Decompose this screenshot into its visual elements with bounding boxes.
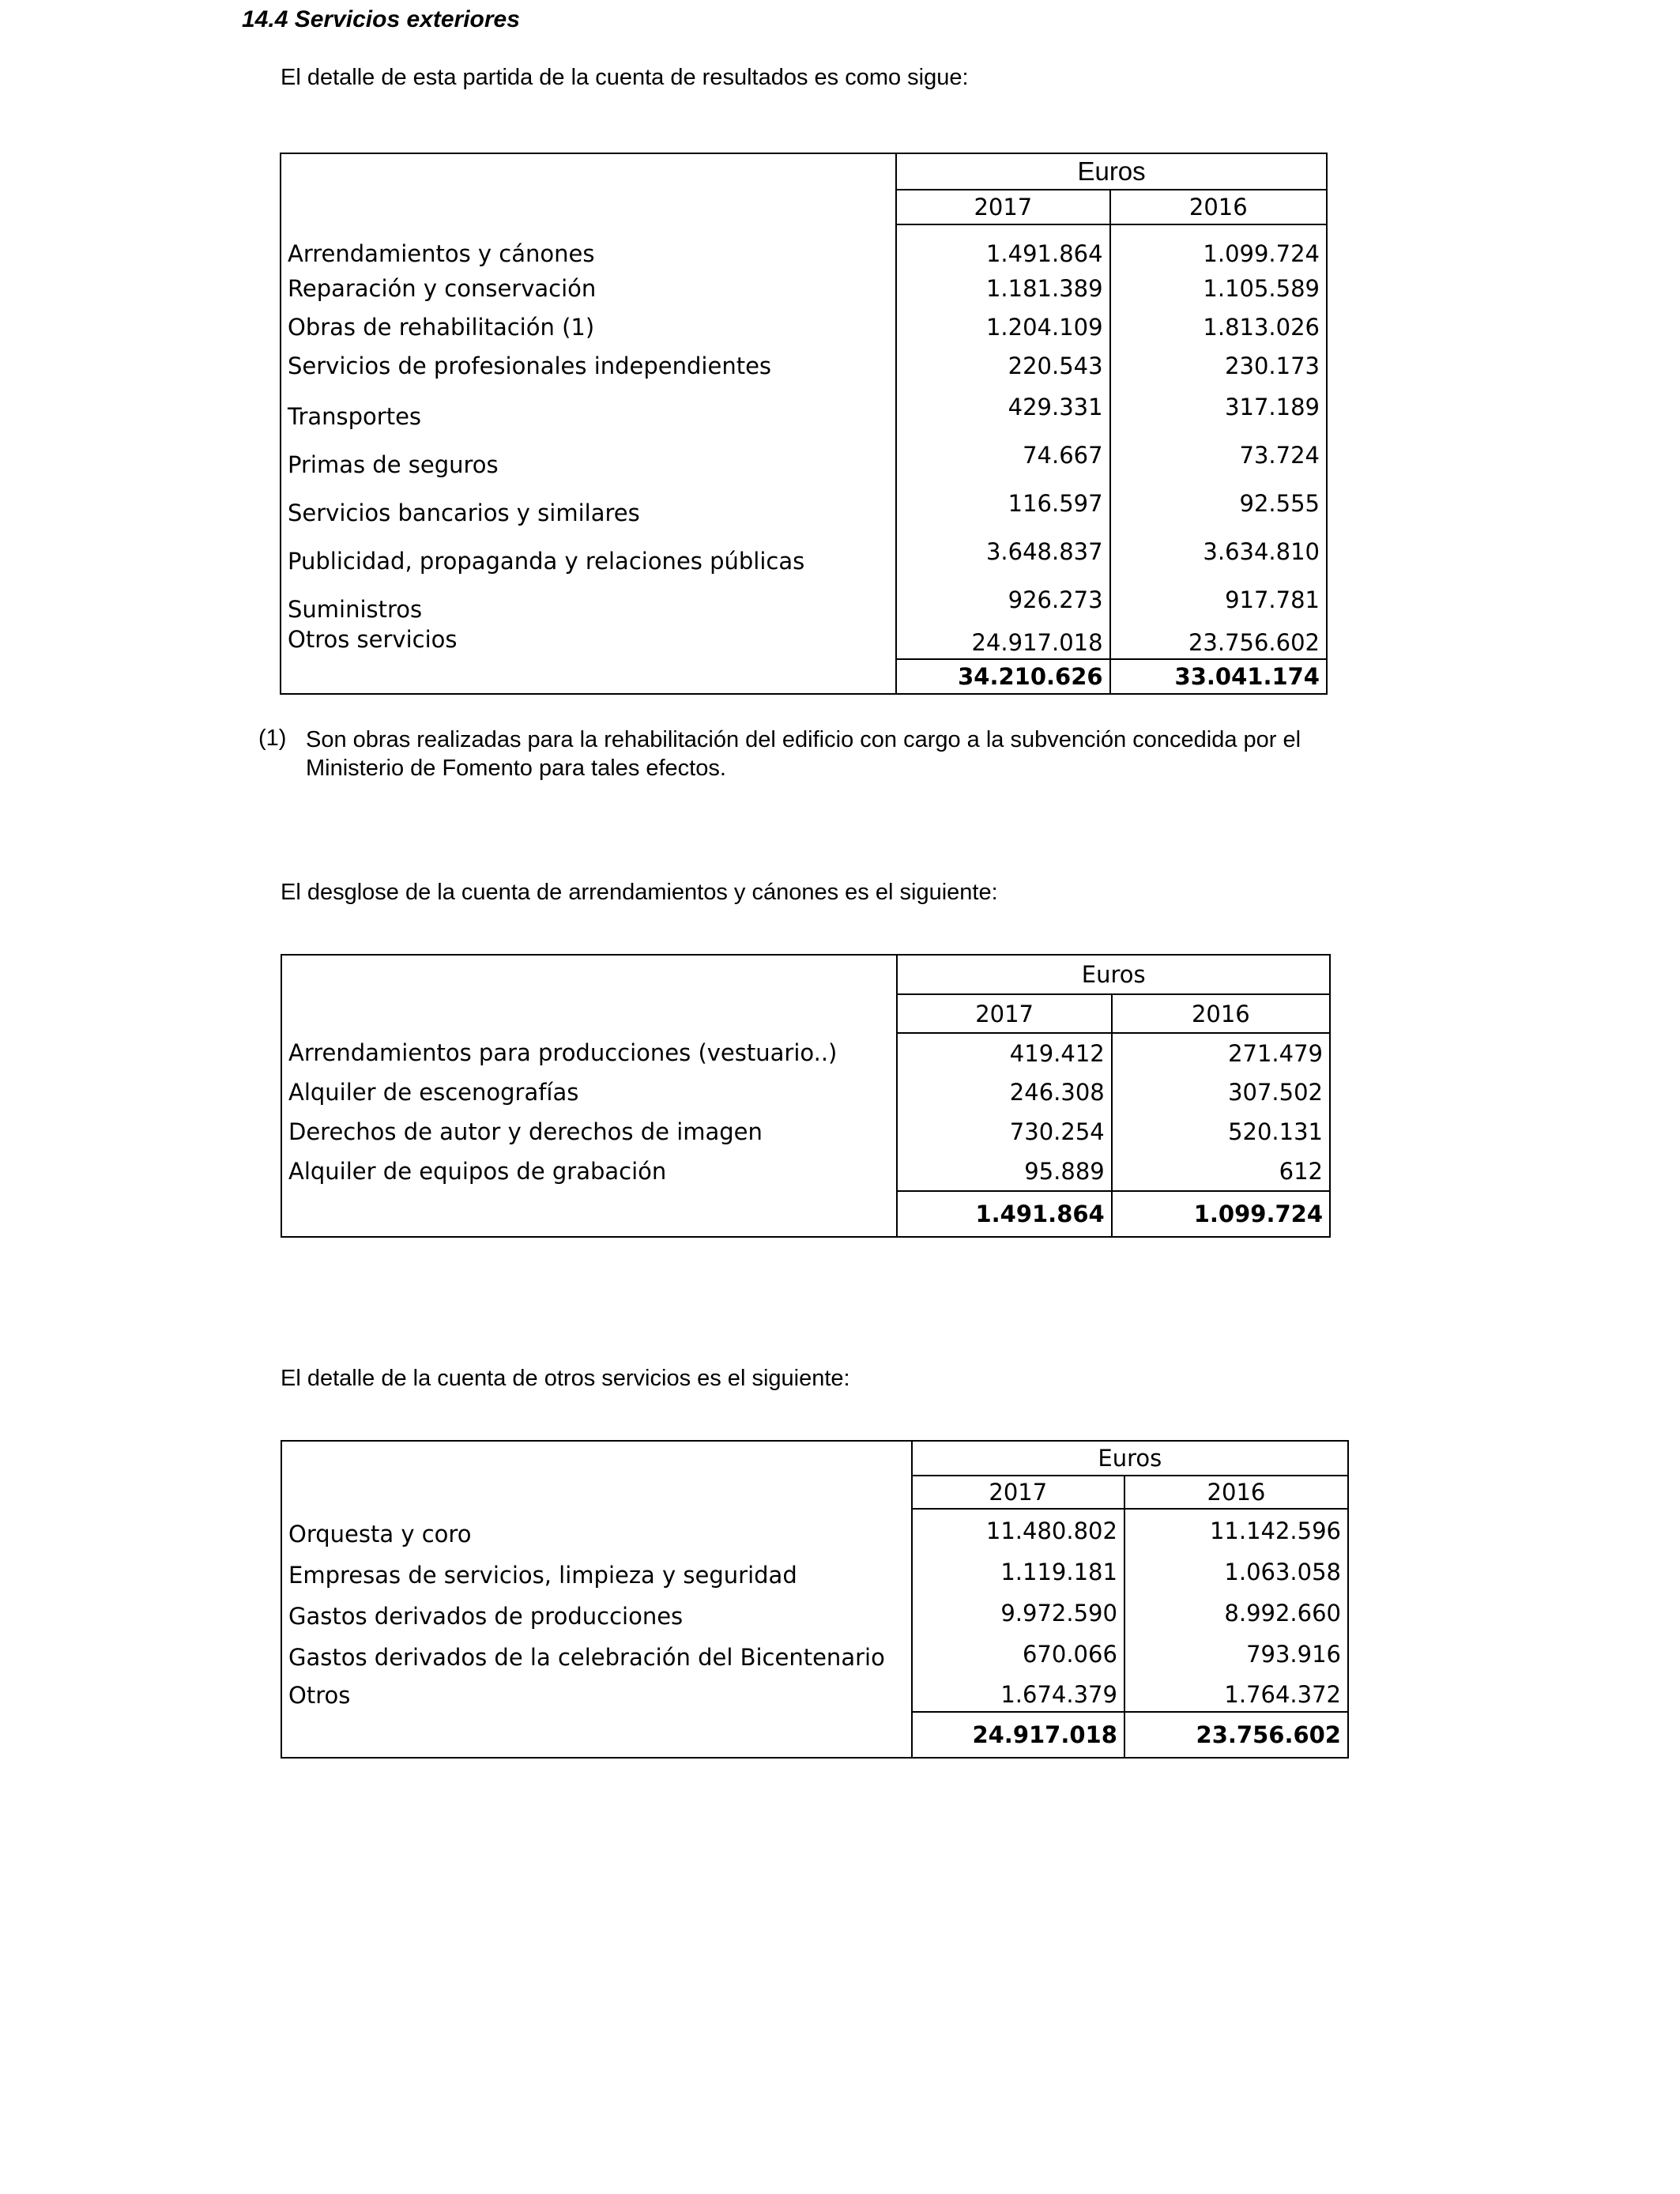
year-header-2017: 2017 (897, 994, 1111, 1033)
table-row (281, 1112, 1330, 1152)
intro-text-1: El detalle de esta partida de la cuenta de resultados es como sigue: (281, 65, 969, 90)
row-label: Derechos de autor y derechos de imagen (288, 1118, 763, 1145)
row-label: Gastos derivados de la celebración del Bicentenario (288, 1644, 885, 1671)
value-2016: 917.781 (1110, 578, 1327, 626)
table-otros-servicios (281, 1440, 1349, 1759)
footnote-line-1: Son obras realizadas para la rehabilitación del edificio con cargo a la subvención concedida por el (306, 727, 1301, 752)
total-2016: 33.041.174 (1110, 659, 1327, 694)
row-label: Orquesta y coro (288, 1521, 472, 1547)
total-2016: 23.756.602 (1124, 1712, 1348, 1758)
intro-text-3: El detalle de la cuenta de otros servicios es el siguiente: (281, 1366, 850, 1391)
value-2017: 429.331 (896, 385, 1109, 433)
row-label: Alquiler de equipos de grabación (288, 1158, 667, 1185)
value-2016: 3.634.810 (1110, 530, 1327, 578)
total-row (281, 659, 1327, 694)
total-2017: 1.491.864 (897, 1191, 1111, 1237)
value-2016: 1.105.589 (1110, 269, 1327, 307)
table-row (281, 224, 1327, 269)
value-2016: 307.502 (1112, 1072, 1330, 1112)
value-2016: 612 (1112, 1152, 1330, 1191)
table-row (281, 1592, 1348, 1633)
total-label-blank (281, 659, 896, 694)
table-row (281, 269, 1327, 307)
value-2016: 317.189 (1110, 385, 1327, 433)
total-label-blank (281, 1712, 912, 1758)
total-row (281, 1191, 1330, 1237)
table-row (281, 1033, 1330, 1072)
footnote-line-2: Ministerio de Fomento para tales efectos. (306, 756, 726, 781)
table-row (281, 481, 1327, 530)
year-header-2016: 2016 (1124, 1476, 1348, 1509)
year-header-2017: 2017 (896, 190, 1109, 224)
footnote-text (306, 726, 1301, 782)
value-2016: 793.916 (1124, 1633, 1348, 1674)
table-row (281, 385, 1327, 433)
table-servicios-exteriores (280, 153, 1328, 695)
year-header-2017: 2017 (912, 1476, 1124, 1509)
value-2017: 926.273 (896, 578, 1109, 626)
value-2016: 8.992.660 (1124, 1592, 1348, 1633)
table-row (281, 578, 1327, 626)
table-row (281, 1509, 1348, 1551)
table-row (281, 1551, 1348, 1592)
section-title: 14.4 Servicios exteriores (242, 6, 520, 32)
total-2016: 1.099.724 (1112, 1191, 1330, 1237)
value-2017: 11.480.802 (912, 1509, 1124, 1551)
intro-text-2: El desglose de la cuenta de arrendamientos y cánones es el siguiente: (281, 880, 998, 905)
table-row (281, 626, 1327, 659)
value-2017: 220.543 (896, 346, 1109, 385)
table-arrendamientos (281, 954, 1331, 1238)
value-2016: 1.813.026 (1110, 307, 1327, 346)
value-2016: 11.142.596 (1124, 1509, 1348, 1551)
value-2017: 246.308 (897, 1072, 1111, 1112)
value-2017: 74.667 (896, 433, 1109, 481)
value-2017: 1.674.379 (912, 1674, 1124, 1712)
table-header-row (281, 1441, 1348, 1476)
row-label: Gastos derivados de producciones (288, 1603, 684, 1630)
value-2017: 1.204.109 (896, 307, 1109, 346)
row-label: Alquiler de escenografías (288, 1079, 579, 1106)
row-label: Publicidad, propaganda y relaciones públicas (288, 548, 805, 575)
year-header-2016: 2016 (1112, 994, 1330, 1033)
value-2017: 3.648.837 (896, 530, 1109, 578)
row-label: Obras de rehabilitación (1) (288, 313, 595, 341)
total-2017: 24.917.018 (912, 1712, 1124, 1758)
row-label: Arrendamientos para producciones (vestuario..) (288, 1039, 838, 1066)
value-2016: 1.099.724 (1110, 224, 1327, 269)
table-row (281, 346, 1327, 385)
table-row (281, 433, 1327, 481)
value-2016: 1.764.372 (1124, 1674, 1348, 1712)
value-2016: 271.479 (1112, 1033, 1330, 1072)
value-2017: 419.412 (897, 1033, 1111, 1072)
value-2017: 1.491.864 (896, 224, 1109, 269)
row-label: Transportes (288, 403, 422, 430)
row-label: Otros (288, 1682, 351, 1709)
value-2017: 9.972.590 (912, 1592, 1124, 1633)
currency-header: Euros (912, 1441, 1348, 1476)
row-label: Reparación y conservación (288, 274, 597, 302)
value-2017: 730.254 (897, 1112, 1111, 1152)
value-2017: 1.181.389 (896, 269, 1109, 307)
header-blank-cell (281, 1441, 912, 1509)
total-row (281, 1712, 1348, 1758)
currency-header: Euros (896, 153, 1327, 190)
table-row (281, 1152, 1330, 1191)
currency-header: Euros (897, 955, 1330, 994)
row-label: Servicios de profesionales independientes (288, 352, 772, 379)
value-2016: 1.063.058 (1124, 1551, 1348, 1592)
row-label: Empresas de servicios, limpieza y seguridad (288, 1562, 797, 1589)
value-2017: 1.119.181 (912, 1551, 1124, 1592)
row-label: Suministros (288, 596, 423, 623)
header-blank-cell (281, 153, 896, 224)
value-2017: 24.917.018 (896, 626, 1109, 659)
value-2017: 95.889 (897, 1152, 1111, 1191)
value-2016: 520.131 (1112, 1112, 1330, 1152)
table-header-row (281, 955, 1330, 994)
value-2016: 230.173 (1110, 346, 1327, 385)
table-row (281, 1072, 1330, 1112)
table-row (281, 1674, 1348, 1712)
row-label: Servicios bancarios y similares (288, 499, 640, 526)
row-label: Arrendamientos y cánones (288, 240, 595, 267)
total-label-blank (281, 1191, 897, 1237)
header-blank-cell (281, 955, 897, 1033)
value-2016: 23.756.602 (1110, 626, 1327, 659)
table-row (281, 1633, 1348, 1674)
value-2016: 92.555 (1110, 481, 1327, 530)
value-2017: 670.066 (912, 1633, 1124, 1674)
value-2016: 73.724 (1110, 433, 1327, 481)
year-header-2016: 2016 (1110, 190, 1327, 224)
footnote-mark: (1) (258, 726, 287, 751)
row-label: Otros servicios (288, 626, 458, 653)
value-2017: 116.597 (896, 481, 1109, 530)
row-label: Primas de seguros (288, 451, 499, 478)
total-2017: 34.210.626 (896, 659, 1109, 694)
table-row (281, 530, 1327, 578)
table-row (281, 307, 1327, 346)
table-header-row (281, 153, 1327, 190)
